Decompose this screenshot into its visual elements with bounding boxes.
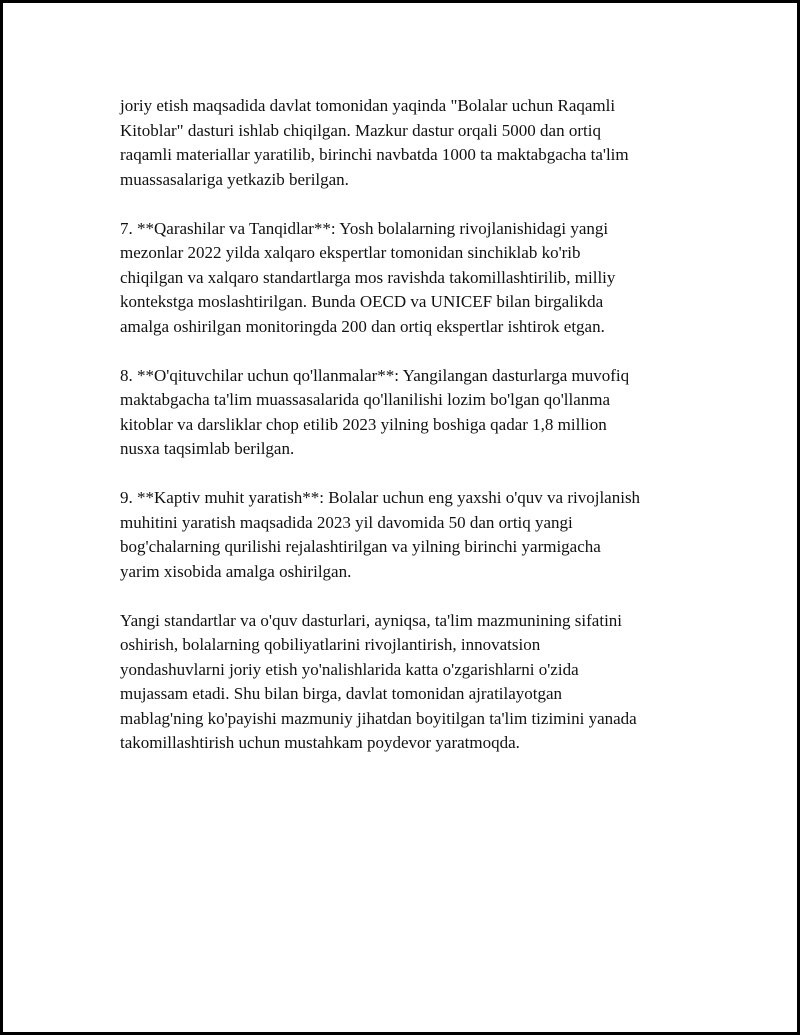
document-body — [120, 94, 700, 780]
paragraph-item-7: 7. **Qarashilar va Tanqidlar**: Yosh bolalarning rivojlanishidagi yangi mezonlar 2022 yilda xalqaro ekspertlar tomonidan sinchiklab ko'rib chiqilgan va xalqaro standartlarga mos ravishda takomillashtirilib, milliy kontekstga moslashtirilgan. Bunda OECD va UNICEF bilan birgalikda amalga oshirilgan monitoringda 200 dan ortiq ekspertlar ishtirok etgan. — [120, 218, 616, 336]
paragraph-digital-books: joriy etish maqsadida davlat tomonidan yaqinda "Bolalar uchun Raqamli Kitoblar" dasturi ishlab chiqilgan. Mazkur dastur orqali 5000 dan ortiq raqamli materiallar yaratilib, birinchi navbatda 1000 ta maktabgacha ta'lim muassasalariga yetkazib berilgan. — [120, 96, 629, 189]
paragraph-conclusion: Yangi standartlar va o'quv dasturlari, ayniqsa, ta'lim mazmunining sifatini oshirish, bolalarning qobiliyatlarini rivojlantirish, innovatsion yondashuvlarni joriy etish yo'nalishlarida katta o'zgarishlarni o'zida mujassam etadi. Shu bilan birga, davlat tomonidan ajratilayotgan mablag'ning ko'payishi mazmuniy jihatdan boyitilgan ta'lim tizimini yanada takomillashtirish uchun mustahkam poydevor yaratmoqda. — [120, 610, 637, 752]
paragraph-item-9: 9. **Kaptiv muhit yaratish**: Bolalar uchun eng yaxshi o'quv va rivojlanish muhitini yaratish maqsadida 2023 yil davomida 50 dan ortiq yangi bog'chalarning qurilishi rejalashtirilgan va yilning birinchi yarmigacha yarim xisobida amalga oshirilgan. — [120, 488, 641, 581]
paragraph-item-8: 8. **O'qituvchilar uchun qo'llanmalar**: Yangilangan dasturlarga muvofiq maktabgacha ta'lim muassasalarida qo'llanilishi lozim bo'lgan qo'llanma kitoblar va darsliklar chop etilib 2023 yilning boshiga qadar 1,8 million nusxa taqsimlab berilgan. — [120, 365, 630, 458]
